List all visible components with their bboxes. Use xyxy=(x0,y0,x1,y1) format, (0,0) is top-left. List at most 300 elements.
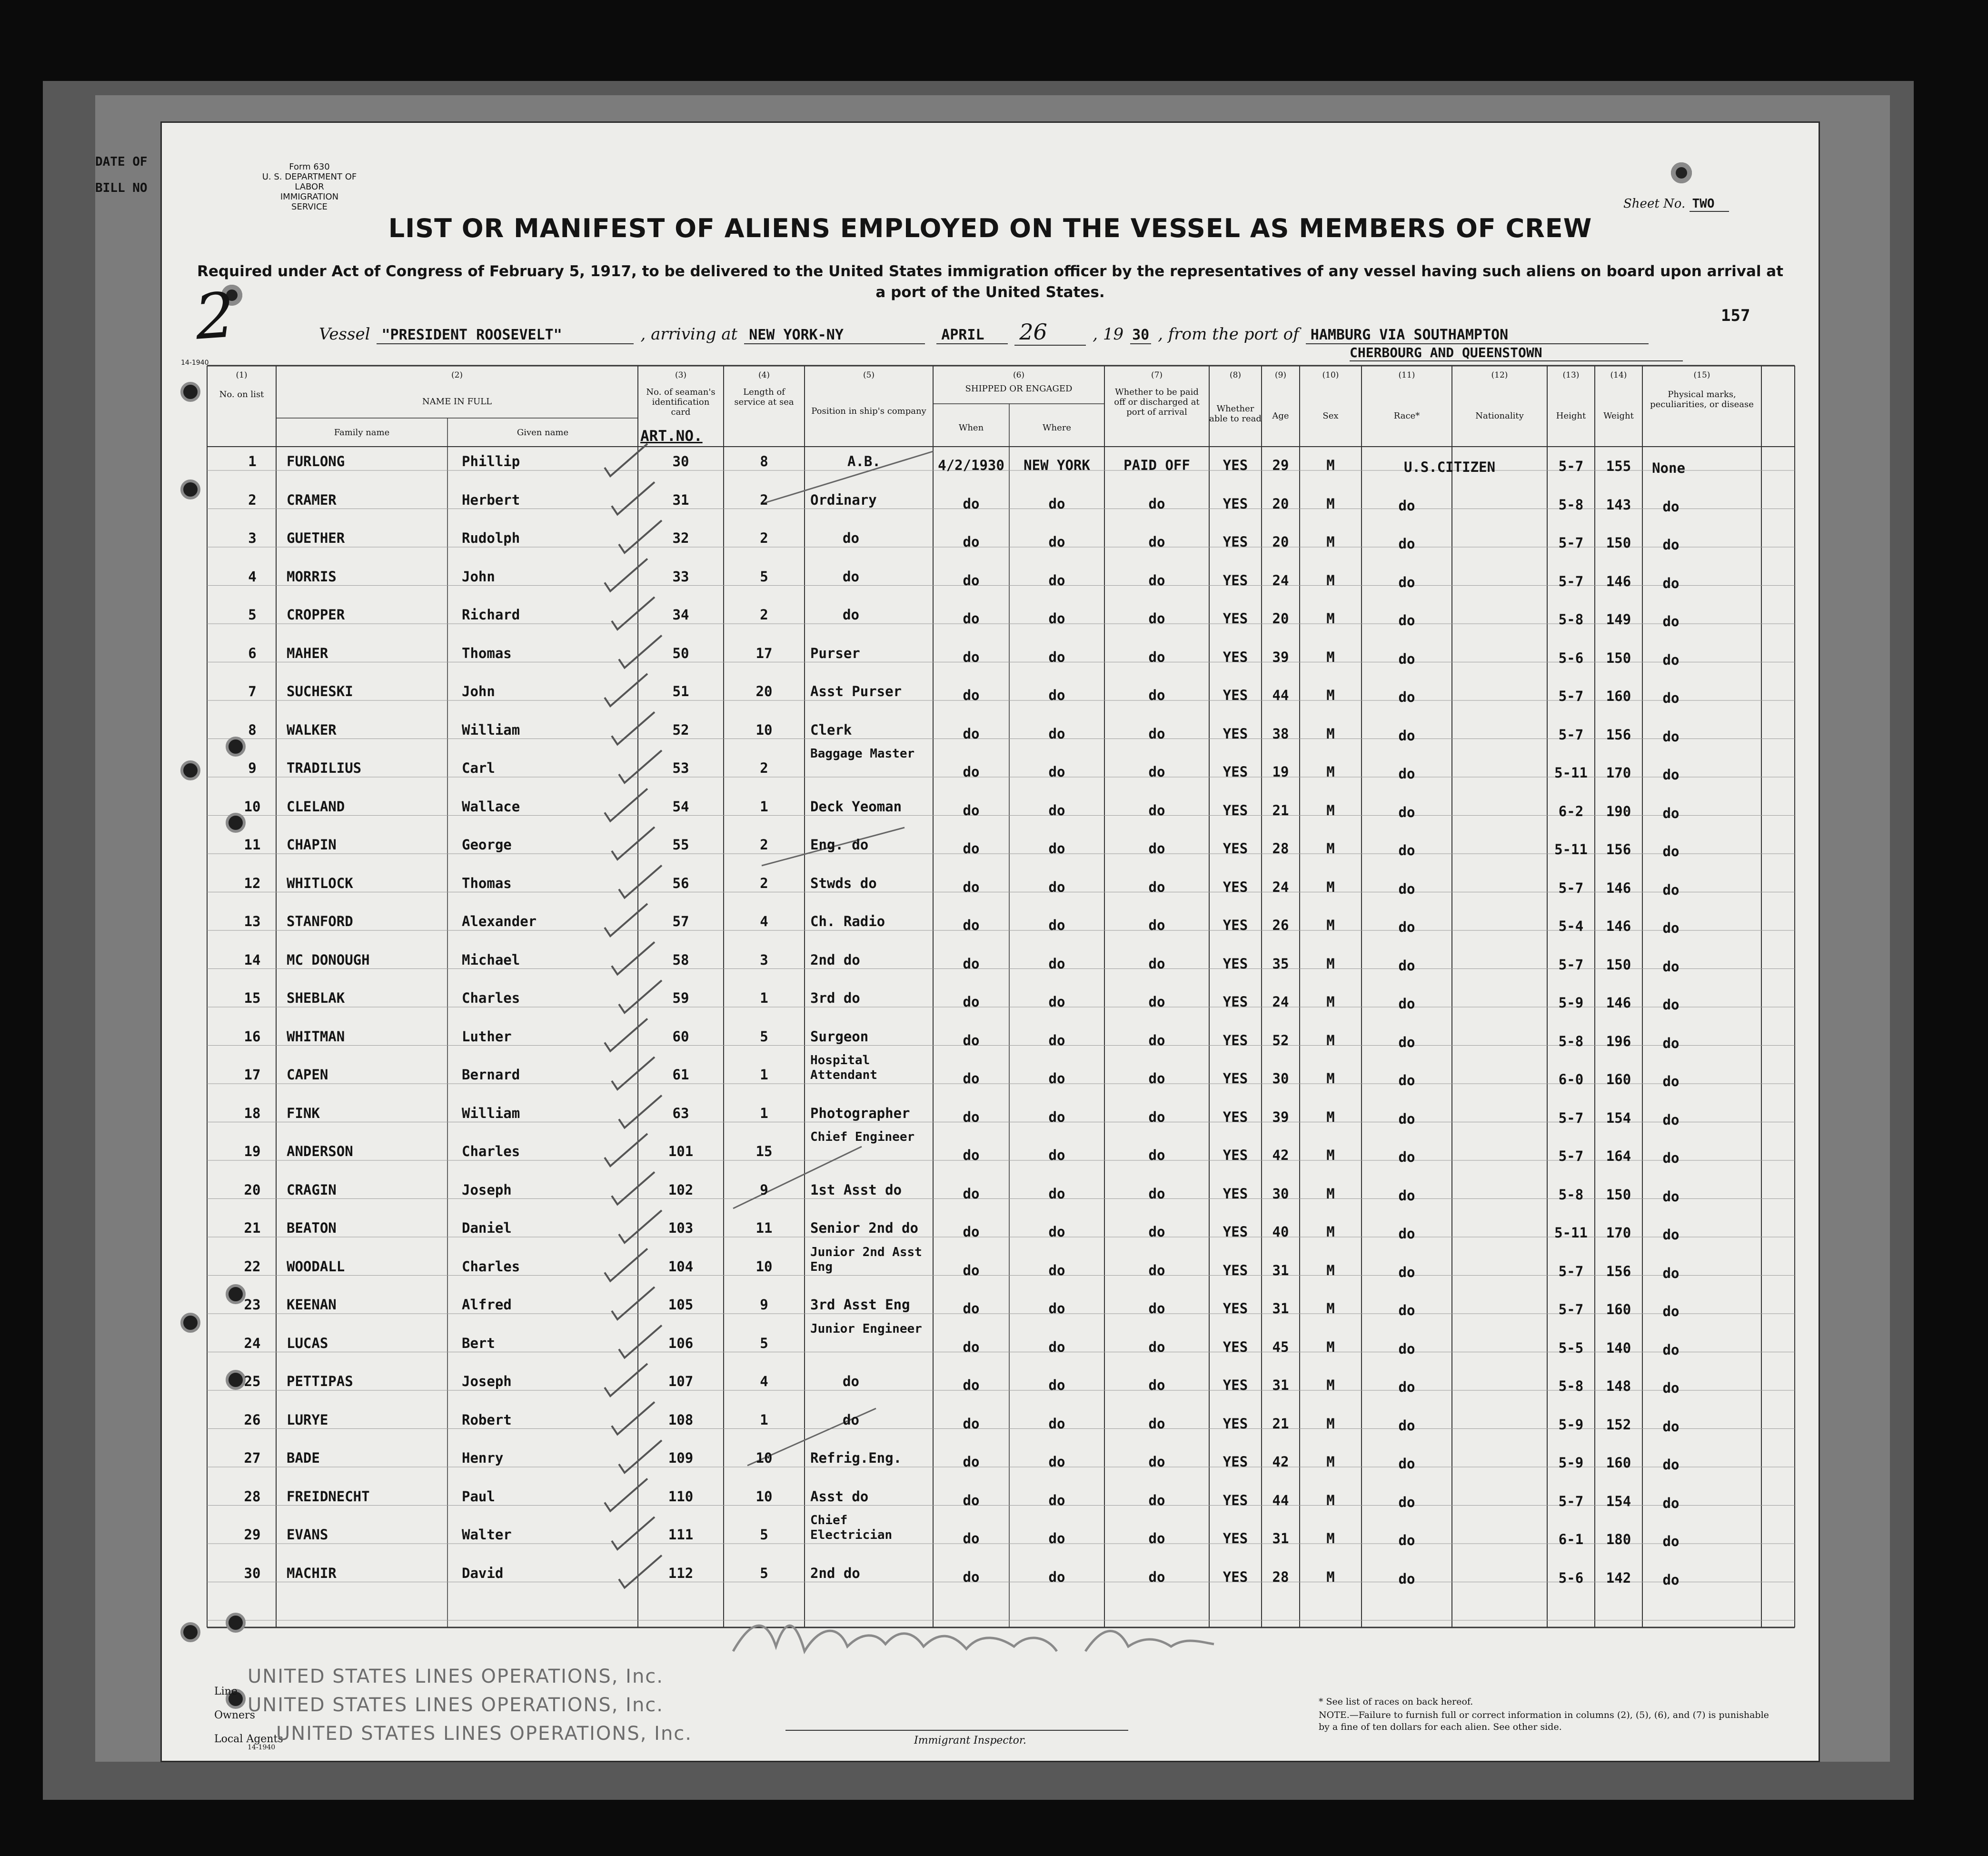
row-number: 19 xyxy=(244,1143,261,1159)
physical-marks: do xyxy=(1662,651,1680,668)
able-to-read: YES xyxy=(1223,725,1248,742)
sex: M xyxy=(1326,725,1335,742)
able-to-read: YES xyxy=(1223,1338,1248,1355)
shipped-where: do xyxy=(1048,725,1065,742)
able-to-read: YES xyxy=(1223,1262,1248,1278)
shipped-when: do xyxy=(963,610,980,627)
shipped-where: do xyxy=(1048,1224,1065,1240)
family-name: BEATON xyxy=(287,1220,337,1236)
race: do xyxy=(1398,919,1415,935)
form-service: IMMIGRATION SERVICE xyxy=(280,192,339,212)
race: do xyxy=(1398,1302,1415,1318)
given-name: Richard xyxy=(462,607,520,623)
length-of-service: 1 xyxy=(760,1067,768,1083)
vessel-label: Vessel xyxy=(319,325,370,344)
shipped-where: do xyxy=(1048,840,1065,857)
sex: M xyxy=(1326,1070,1335,1087)
given-name: Robert xyxy=(462,1411,512,1428)
position-in-company: Ordinary xyxy=(810,491,877,508)
length-of-service: 2 xyxy=(760,875,768,891)
shipped-where: NEW YORK xyxy=(1024,457,1090,473)
able-to-read: YES xyxy=(1223,1108,1248,1125)
shipped-when: do xyxy=(963,1415,980,1432)
shipped-when: do xyxy=(963,1377,980,1393)
header-age: Age xyxy=(1272,411,1289,421)
physical-marks: do xyxy=(1662,1073,1680,1089)
position-in-company: Clerk xyxy=(810,721,852,738)
physical-marks: do xyxy=(1662,498,1680,515)
weight: 160 xyxy=(1606,1301,1631,1317)
shipped-where: do xyxy=(1048,1377,1065,1393)
seaman-card-number: 107 xyxy=(668,1373,694,1389)
physical-marks: do xyxy=(1662,1303,1680,1319)
paid-off: do xyxy=(1148,840,1165,857)
sex: M xyxy=(1326,1224,1335,1240)
paid-off: do xyxy=(1148,917,1165,933)
column-number: (11) xyxy=(1398,370,1415,380)
race: do xyxy=(1398,842,1415,858)
height: 5-11 xyxy=(1554,841,1588,858)
position-in-company: Junior 2nd Asst Eng xyxy=(810,1245,922,1274)
row-number: 27 xyxy=(244,1450,261,1466)
row-number: 4 xyxy=(248,568,257,585)
family-name: CAPEN xyxy=(287,1067,328,1083)
age: 42 xyxy=(1272,1454,1289,1470)
weight: 156 xyxy=(1606,726,1631,743)
seaman-card-number: 104 xyxy=(668,1258,694,1275)
physical-marks: do xyxy=(1662,1457,1680,1473)
able-to-read: YES xyxy=(1223,1185,1248,1202)
shipped-when: do xyxy=(963,1070,980,1087)
given-name: Charles xyxy=(462,1258,520,1275)
able-to-read: YES xyxy=(1223,840,1248,857)
shipped-where: do xyxy=(1048,610,1065,627)
shipped-where: do xyxy=(1048,1300,1065,1317)
race: do xyxy=(1398,650,1415,667)
seaman-card-number: 52 xyxy=(672,721,689,738)
shipped-where: do xyxy=(1048,495,1065,512)
arrival-month: APRIL xyxy=(936,327,1008,344)
seaman-card-number: 58 xyxy=(672,951,689,968)
family-name: GUETHER xyxy=(287,530,345,546)
paid-off: do xyxy=(1148,1185,1165,1202)
seaman-card-number: 32 xyxy=(672,530,689,546)
age: 31 xyxy=(1272,1262,1289,1278)
position-in-company: Eng. do xyxy=(810,837,869,853)
given-name: Joseph xyxy=(462,1373,512,1389)
paid-off: do xyxy=(1148,1568,1165,1585)
height: 5-7 xyxy=(1558,1493,1584,1509)
sex: M xyxy=(1326,572,1335,589)
seaman-card-number: 30 xyxy=(672,453,689,469)
position-in-company: Ch. Radio xyxy=(810,913,885,929)
position-in-company: 3rd Asst Eng xyxy=(810,1297,910,1313)
shipped-where: do xyxy=(1048,1492,1065,1508)
age: 24 xyxy=(1272,994,1289,1010)
paid-off: PAID OFF xyxy=(1123,457,1190,473)
shipped-when: do xyxy=(963,1568,980,1585)
shipped-where: do xyxy=(1048,1262,1065,1278)
weight: 160 xyxy=(1606,1455,1631,1471)
manifest-page xyxy=(162,123,1819,1761)
given-name: William xyxy=(462,721,520,738)
shipped-when: do xyxy=(963,1492,980,1508)
given-name: George xyxy=(462,837,512,853)
shipped-when: do xyxy=(963,1224,980,1240)
height: 5-7 xyxy=(1558,573,1584,589)
height: 6-1 xyxy=(1558,1531,1584,1547)
race-note: * See list of races on back hereof. xyxy=(1319,1696,1473,1707)
weight: 152 xyxy=(1606,1416,1631,1433)
row-number: 14 xyxy=(244,951,261,968)
physical-marks: do xyxy=(1662,1418,1680,1435)
family-name: PETTIPAS xyxy=(287,1373,353,1389)
physical-marks: do xyxy=(1662,997,1680,1013)
height: 5-7 xyxy=(1558,458,1584,474)
given-name: Paul xyxy=(462,1488,495,1505)
position-in-company: A.B. xyxy=(847,453,881,469)
shipped-where: do xyxy=(1048,1568,1065,1585)
shipped-when: do xyxy=(963,1454,980,1470)
position-in-company: Senior 2nd do xyxy=(810,1220,918,1236)
race: do xyxy=(1398,1187,1415,1204)
shipped-when: do xyxy=(963,725,980,742)
paid-off: do xyxy=(1148,725,1165,742)
row-number: 25 xyxy=(244,1373,261,1389)
shipped-where: do xyxy=(1048,955,1065,972)
arrival-port: NEW YORK-NY xyxy=(744,327,925,344)
height: 5-9 xyxy=(1558,995,1584,1011)
column-number: (10) xyxy=(1322,370,1339,380)
sex: M xyxy=(1326,1032,1335,1048)
row-number: 30 xyxy=(244,1565,261,1581)
paid-off: do xyxy=(1148,1300,1165,1317)
shipped-where: do xyxy=(1048,649,1065,665)
shipped-where: do xyxy=(1048,1185,1065,1202)
length-of-service: 17 xyxy=(755,645,773,661)
sex: M xyxy=(1326,687,1335,703)
header-sex: Sex xyxy=(1322,411,1339,421)
race: do xyxy=(1398,880,1415,897)
column-number: (14) xyxy=(1610,370,1627,380)
row-number: 9 xyxy=(248,760,257,776)
position-in-company: 2nd do xyxy=(810,1565,860,1581)
weight: 146 xyxy=(1606,573,1631,589)
age: 24 xyxy=(1272,878,1289,895)
weight: 140 xyxy=(1606,1339,1631,1356)
weight: 150 xyxy=(1606,535,1631,551)
length-of-service: 1 xyxy=(760,1411,768,1428)
physical-marks: None xyxy=(1652,460,1685,476)
shipped-when: do xyxy=(963,534,980,550)
sex: M xyxy=(1326,840,1335,857)
given-name: David xyxy=(462,1565,504,1581)
sex: M xyxy=(1326,1568,1335,1585)
able-to-read: YES xyxy=(1223,457,1248,473)
race: do xyxy=(1398,1340,1415,1357)
age: 21 xyxy=(1272,1415,1289,1432)
family-name: LURYE xyxy=(287,1411,328,1428)
able-to-read: YES xyxy=(1223,649,1248,665)
shipped-when: do xyxy=(963,1108,980,1125)
seaman-card-number: 53 xyxy=(672,760,689,776)
given-name: Alfred xyxy=(462,1297,512,1313)
column-number: (3) xyxy=(675,370,687,380)
race: do xyxy=(1398,727,1415,744)
shipped-when: do xyxy=(963,495,980,512)
paid-off: do xyxy=(1148,878,1165,895)
paid-off: do xyxy=(1148,1454,1165,1470)
able-to-read: YES xyxy=(1223,1377,1248,1393)
family-name: SUCHESKI xyxy=(287,683,353,699)
position-in-company: Refrig.Eng. xyxy=(810,1450,902,1466)
length-of-service: 2 xyxy=(760,491,768,508)
header-where: Where xyxy=(1042,423,1071,433)
given-name: Phillip xyxy=(462,453,520,469)
seaman-card-number: 109 xyxy=(668,1450,694,1466)
company-stamp: UNITED STATES LINES OPERATIONS, Inc. xyxy=(248,1666,664,1687)
height: 5-7 xyxy=(1558,1301,1584,1317)
length-of-service: 2 xyxy=(760,760,768,776)
position-in-company: Junior Engineer xyxy=(810,1321,922,1336)
length-of-service: 11 xyxy=(755,1220,773,1236)
column-number: (7) xyxy=(1151,370,1163,380)
weight: 170 xyxy=(1606,765,1631,781)
position-in-company: 1st Asst do xyxy=(810,1181,902,1198)
row-number: 22 xyxy=(244,1258,261,1275)
shipped-when: do xyxy=(963,1262,980,1278)
row-number: 20 xyxy=(244,1181,261,1198)
age: 45 xyxy=(1272,1338,1289,1355)
height: 5-8 xyxy=(1558,496,1584,513)
shipped-when: do xyxy=(963,1530,980,1547)
family-name: EVANS xyxy=(287,1527,328,1543)
length-of-service: 9 xyxy=(760,1181,768,1198)
seaman-card-number: 51 xyxy=(672,683,689,699)
shipped-when: do xyxy=(963,955,980,972)
seaman-card-number: 63 xyxy=(672,1105,689,1121)
able-to-read: YES xyxy=(1223,1224,1248,1240)
row-number: 24 xyxy=(244,1335,261,1351)
physical-marks: do xyxy=(1662,1265,1680,1281)
sheet-value: TWO xyxy=(1690,197,1729,212)
given-name: John xyxy=(462,568,495,585)
physical-marks: do xyxy=(1662,1150,1680,1166)
physical-marks: do xyxy=(1662,1571,1680,1588)
row-number: 8 xyxy=(248,721,257,738)
sex: M xyxy=(1326,1530,1335,1547)
seaman-card-number: 112 xyxy=(668,1565,694,1581)
length-of-service: 5 xyxy=(760,568,768,585)
seaman-card-number: 103 xyxy=(668,1220,694,1236)
position-in-company: Surgeon xyxy=(810,1028,869,1045)
year-prefix: , 19 xyxy=(1093,325,1124,344)
row-number: 11 xyxy=(244,837,261,853)
shipped-where: do xyxy=(1048,1338,1065,1355)
agents-code: 14-1940 xyxy=(248,1744,276,1751)
position-in-company: Baggage Master xyxy=(810,747,915,761)
paid-off: do xyxy=(1148,1108,1165,1125)
family-name: WOODALL xyxy=(287,1258,345,1275)
given-name: Rudolph xyxy=(462,530,520,546)
shipped-when: do xyxy=(963,1032,980,1048)
column-number: (1) xyxy=(236,370,248,380)
weight: 180 xyxy=(1606,1531,1631,1547)
length-of-service: 1 xyxy=(760,1105,768,1121)
age: 40 xyxy=(1272,1224,1289,1240)
given-name: Wallace xyxy=(462,798,520,815)
weight: 160 xyxy=(1606,1071,1631,1088)
race: do xyxy=(1398,1379,1415,1395)
header-family-name: Family name xyxy=(334,428,390,438)
weight: 150 xyxy=(1606,956,1631,973)
weight: 146 xyxy=(1606,918,1631,934)
shipped-where: do xyxy=(1048,802,1065,818)
race: do xyxy=(1398,1570,1415,1587)
inspector-signature xyxy=(724,1599,1438,1675)
family-name: CLELAND xyxy=(287,798,345,815)
length-of-service: 2 xyxy=(760,837,768,853)
able-to-read: YES xyxy=(1223,878,1248,895)
header-paid-off: Whether to be paid off or discharged at port of arrival xyxy=(1114,387,1200,417)
column-number: (13) xyxy=(1562,370,1580,380)
handwritten-list-number: 2 xyxy=(192,279,237,354)
family-name: WHITMAN xyxy=(287,1028,345,1045)
age: 20 xyxy=(1272,495,1289,512)
height: 5-6 xyxy=(1558,649,1584,666)
age: 39 xyxy=(1272,649,1289,665)
shipped-where: do xyxy=(1048,1070,1065,1087)
seaman-card-number: 110 xyxy=(668,1488,694,1505)
race: U.S.CITIZEN xyxy=(1403,459,1496,475)
able-to-read: YES xyxy=(1223,610,1248,627)
header-weight: Weight xyxy=(1603,411,1634,421)
race: do xyxy=(1398,1110,1415,1127)
given-name: Michael xyxy=(462,951,520,968)
position-in-company: Purser xyxy=(810,645,860,661)
sex: M xyxy=(1326,1262,1335,1278)
race: do xyxy=(1398,1456,1415,1472)
seaman-card-number: 111 xyxy=(668,1527,694,1543)
family-name: FINK xyxy=(287,1105,320,1121)
seaman-card-number: 34 xyxy=(672,607,689,623)
position-in-company: Hospital Attendant xyxy=(810,1053,877,1082)
height: 5-7 xyxy=(1558,688,1584,704)
family-name: LUCAS xyxy=(287,1335,328,1351)
physical-marks: do xyxy=(1662,1188,1680,1205)
seaman-card-number: 56 xyxy=(672,875,689,891)
able-to-read: YES xyxy=(1223,1568,1248,1585)
header-seaman-id: No. of seaman's identification card xyxy=(646,387,716,417)
shipped-where: do xyxy=(1048,687,1065,703)
able-to-read: YES xyxy=(1223,1032,1248,1048)
physical-marks: do xyxy=(1662,537,1680,553)
paid-off: do xyxy=(1148,1070,1165,1087)
row-number: 7 xyxy=(248,683,257,699)
shipped-where: do xyxy=(1048,1108,1065,1125)
family-name: WHITLOCK xyxy=(287,875,353,891)
length-of-service: 10 xyxy=(755,1488,773,1505)
weight: 160 xyxy=(1606,688,1631,704)
height: 5-8 xyxy=(1558,1186,1584,1203)
shipped-when: do xyxy=(963,1185,980,1202)
length-of-service: 5 xyxy=(760,1565,768,1581)
able-to-read: YES xyxy=(1223,802,1248,818)
column-number: (2) xyxy=(451,370,463,380)
physical-marks: do xyxy=(1662,1495,1680,1511)
physical-marks: do xyxy=(1662,843,1680,859)
age: 31 xyxy=(1272,1300,1289,1317)
sheet-label: Sheet No. xyxy=(1623,197,1686,211)
weight: 148 xyxy=(1606,1378,1631,1394)
able-to-read: YES xyxy=(1223,495,1248,512)
inspector-label: Immigrant Inspector. xyxy=(914,1735,1026,1746)
shipped-where: do xyxy=(1048,994,1065,1010)
given-name: Luther xyxy=(462,1028,512,1045)
family-name: KEENAN xyxy=(287,1297,337,1313)
given-name: John xyxy=(462,683,495,699)
sex: M xyxy=(1326,1185,1335,1202)
weight: 154 xyxy=(1606,1109,1631,1126)
column-number: (6) xyxy=(1013,370,1025,380)
position-in-company: Chief Electrician xyxy=(810,1513,893,1542)
row-number: 13 xyxy=(244,913,261,929)
seaman-card-number: 102 xyxy=(668,1181,694,1198)
weight: 154 xyxy=(1606,1493,1631,1509)
given-name: Bernard xyxy=(462,1067,520,1083)
length-of-service: 3 xyxy=(760,951,768,968)
page-subtitle: Required under Act of Congress of February 5, 1917, to be delivered to the United States immigration officer by the representatives of any vessel having such aliens on board upon arrival at a port of the United States. xyxy=(197,263,1784,301)
seaman-card-number: 57 xyxy=(672,913,689,929)
height: 5-7 xyxy=(1558,535,1584,551)
arriving-label: , arriving at xyxy=(640,325,738,344)
race: do xyxy=(1398,1034,1415,1050)
seaman-card-number: 55 xyxy=(672,837,689,853)
header-position: Position in ship's company xyxy=(811,406,926,416)
given-name: Thomas xyxy=(462,645,512,661)
from-label: , from the port of xyxy=(1158,325,1299,344)
race: do xyxy=(1398,497,1415,514)
header-nationality: Nationality xyxy=(1475,411,1524,421)
shipped-when: do xyxy=(963,840,980,857)
length-of-service: 10 xyxy=(755,721,773,738)
weight: 149 xyxy=(1606,611,1631,628)
sex: M xyxy=(1326,1338,1335,1355)
length-of-service: 15 xyxy=(755,1143,773,1159)
row-number: 23 xyxy=(244,1297,261,1313)
paid-off: do xyxy=(1148,764,1165,780)
height: 5-6 xyxy=(1558,1569,1584,1586)
shipped-where: do xyxy=(1048,1454,1065,1470)
weight: 155 xyxy=(1606,458,1631,474)
height: 5-8 xyxy=(1558,1033,1584,1049)
seaman-card-number: 50 xyxy=(672,645,689,661)
page-title: LIST OR MANIFEST OF ALIENS EMPLOYED ON THE VESSEL AS MEMBERS OF CREW xyxy=(388,213,1592,243)
sex: M xyxy=(1326,1147,1335,1163)
height: 5-9 xyxy=(1558,1416,1584,1433)
binder-hole-icon xyxy=(182,1624,199,1641)
physical-marks: do xyxy=(1662,1035,1680,1051)
age: 35 xyxy=(1272,955,1289,972)
physical-marks: do xyxy=(1662,1111,1680,1128)
shipped-when: do xyxy=(963,649,980,665)
form-number: Form 630 xyxy=(289,162,330,172)
physical-marks: do xyxy=(1662,881,1680,898)
column-number: (15) xyxy=(1693,370,1710,380)
shipped-where: do xyxy=(1048,1415,1065,1432)
sex: M xyxy=(1326,1492,1335,1508)
family-name: BADE xyxy=(287,1450,320,1466)
